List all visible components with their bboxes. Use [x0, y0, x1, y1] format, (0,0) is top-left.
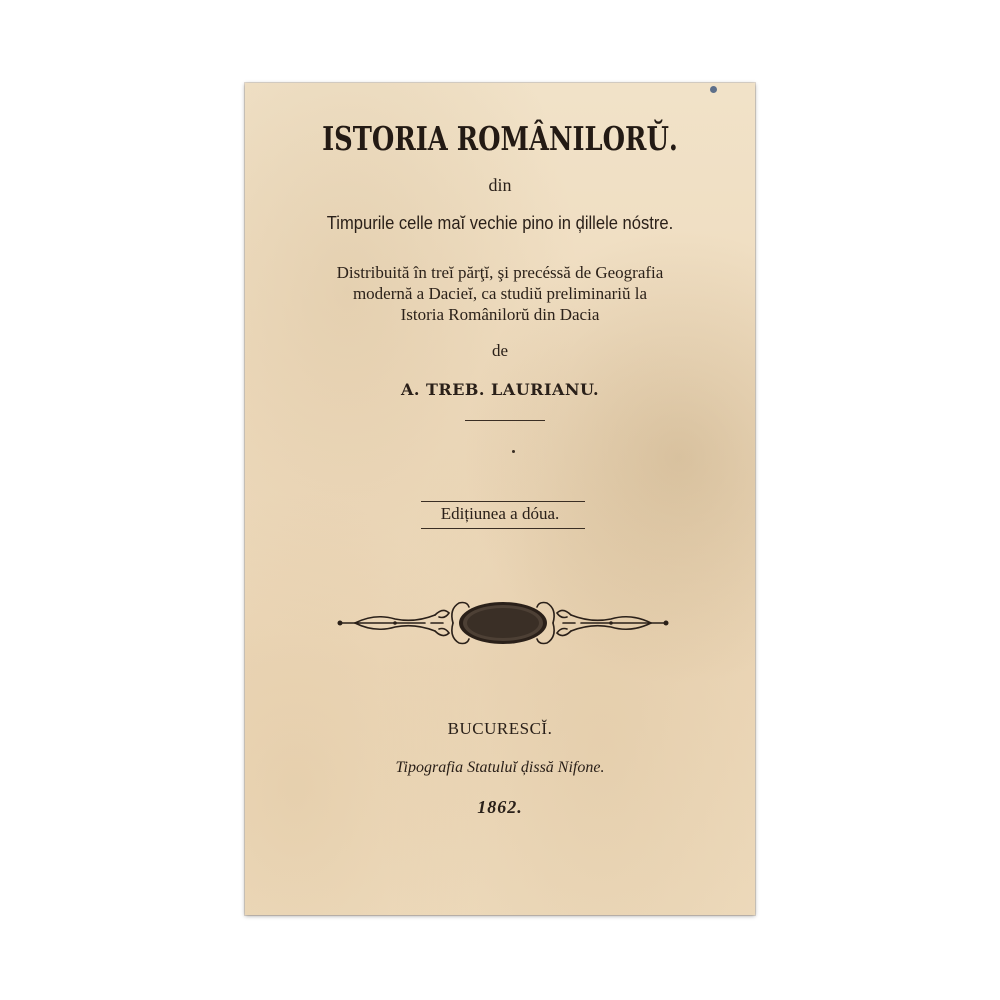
edition-rule-top — [421, 501, 585, 502]
description-line-1: Distribuită în treĭ părţĭ, şi precéssă de Geografia — [336, 263, 664, 282]
by-word: de — [491, 341, 509, 360]
title-page — [245, 83, 755, 915]
printer-name: Tipografia Statuluĭ ḑissă Nifone. — [395, 759, 605, 776]
edition-rule-bottom — [421, 528, 585, 529]
pin-mark — [710, 86, 717, 93]
description-line-3: Istoria Românilorŭ din Dacia — [400, 305, 600, 324]
center-dot — [512, 450, 515, 453]
book-title: ISTORIA ROMÂNILORŬ. — [322, 119, 678, 158]
publication-year: 1862. — [477, 797, 523, 817]
author-name: A. TREB. LAURIANU. — [400, 380, 600, 399]
book-subtitle: Timpurile celle maĭ vechie pino in ḑillele nóstre. — [326, 213, 674, 233]
edition-label: Edițiunea a dóua. — [440, 504, 560, 523]
din-word: din — [488, 175, 512, 195]
city-name: BUCURESCĬ. — [447, 719, 553, 738]
description-line-2: modernă a Dacieĭ, ca studiŭ preliminariŭ la — [352, 284, 648, 303]
ornament-icon — [335, 593, 671, 651]
author-rule — [465, 420, 545, 421]
